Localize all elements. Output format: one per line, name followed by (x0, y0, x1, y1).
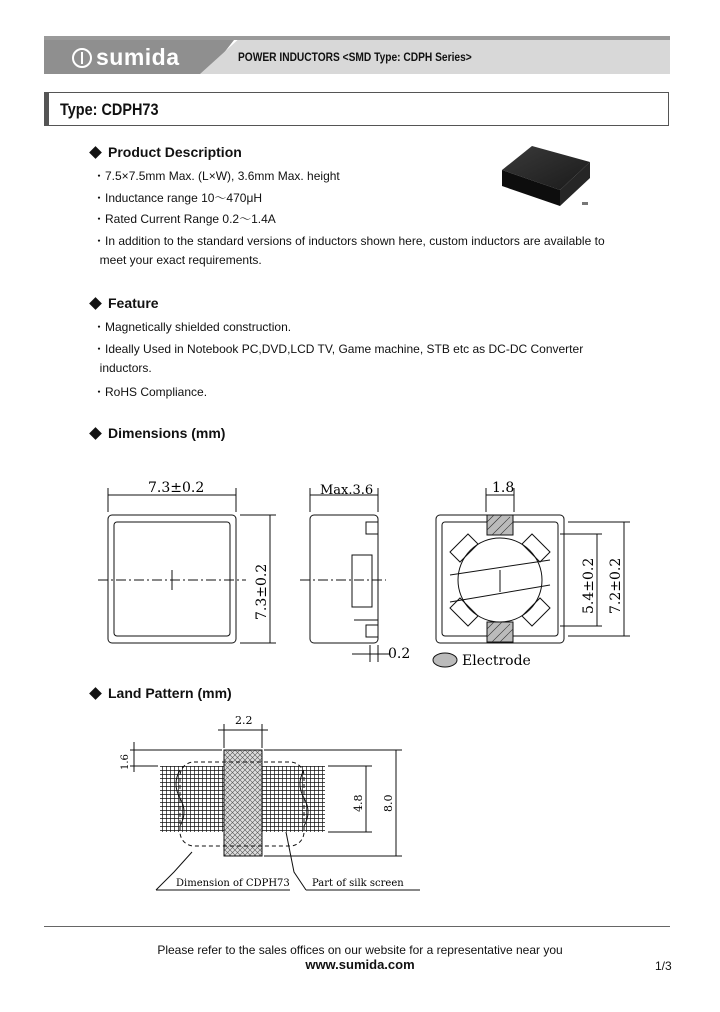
description-line: ・Inductance range 10～470μH (93, 191, 263, 205)
electrode-label: Electrode (462, 653, 531, 669)
sumida-logo-icon (72, 48, 92, 68)
feature-line: ・Magnetically shielded construction. (93, 320, 292, 334)
land-pad-width: 2.2 (235, 714, 253, 727)
footer-note: Please refer to the sales offices on our website for a representative near you (157, 943, 563, 957)
land-pad-gap: 1.6 (120, 754, 131, 770)
bullet-diamond-icon (89, 146, 102, 159)
dim-side-thickness: 0.2 (388, 646, 411, 662)
description-line: ・Rated Current Range 0.2～1.4A (93, 212, 276, 226)
dim-electrode-width: 1.8 (492, 480, 515, 496)
feature-line: ・RoHS Compliance. (93, 385, 208, 399)
description-line: ・In addition to the standard versions of inductors shown here, custom inductors are available to (93, 234, 605, 248)
header-top-rule (44, 36, 670, 40)
footer-divider (44, 926, 670, 927)
description-line: meet your exact requirements. (93, 253, 262, 267)
bullet-diamond-icon (89, 687, 102, 700)
dim-bottom-outer: 7.2±0.2 (608, 557, 624, 614)
product-photo (498, 140, 593, 208)
dim-top-width: 7.3±0.2 (148, 480, 205, 496)
page-number: 1/3 (655, 959, 672, 973)
dimensions-drawing (90, 470, 650, 675)
land-inner-height: 4.8 (352, 794, 365, 812)
description-line: ・7.5×7.5mm Max. (L×W), 3.6mm Max. height (93, 169, 340, 183)
bullet-diamond-icon (89, 297, 102, 310)
section-heading-feature: Feature (108, 295, 159, 311)
page-title: POWER INDUCTORS <SMD Type: CDPH Series> (238, 50, 472, 64)
feature-line: ・Ideally Used in Notebook PC,DVD,LCD TV, Game machine, STB etc as DC-DC Converter (93, 342, 584, 356)
footer-url-link[interactable]: www.sumida.com (305, 957, 415, 972)
section-heading-land-pattern: Land Pattern (mm) (108, 685, 232, 701)
label-silk-screen: Part of silk screen (312, 878, 404, 889)
bullet-diamond-icon (89, 427, 102, 440)
section-heading-product-description: Product Description (108, 144, 242, 160)
dim-bottom-inner: 5.4±0.2 (581, 557, 597, 614)
type-label: Type: CDPH73 (60, 100, 159, 119)
type-box-stripe (44, 92, 49, 126)
feature-line: inductors. (93, 361, 152, 375)
land-outer-height: 8.0 (382, 794, 395, 812)
label-dimension: Dimension of CDPH73 (176, 878, 290, 889)
dim-side-height: Max.3.6 (320, 483, 374, 498)
dim-top-height: 7.3±0.2 (254, 563, 270, 620)
section-heading-dimensions: Dimensions (mm) (108, 425, 226, 441)
land-pattern-drawing (110, 710, 430, 895)
brand-logo: sumida (96, 44, 180, 70)
